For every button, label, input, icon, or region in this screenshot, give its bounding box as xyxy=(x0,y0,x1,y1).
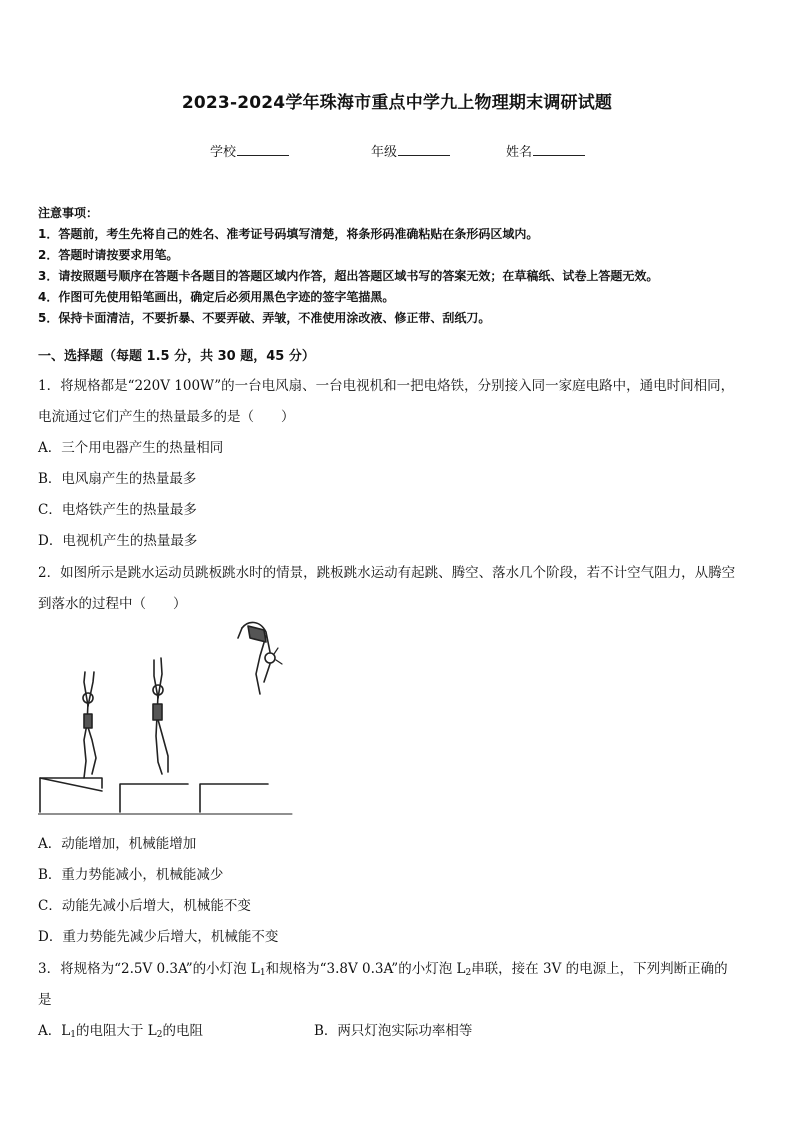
question-1-option-b: B．电风扇产生的热量最多 xyxy=(38,471,197,487)
student-info-fields xyxy=(0,141,794,161)
question-3-line-2: 是 xyxy=(38,992,52,1008)
section-heading: 一、选择题（每题 1.5 分，共 30 题，45 分） xyxy=(38,349,315,364)
notice-item: 2．答题时请按要求用笔。 xyxy=(38,248,179,262)
notice-item: 1．答题前，考生先将自己的姓名、准考证号码填写清楚，将条形码准确粘贴在条形码区域内。 xyxy=(38,227,539,241)
grade-label: 年级 xyxy=(371,145,398,160)
notice-item: 3．请按照题号顺序在答题卡各题目的答题区域内作答，超出答题区域书写的答案无效；在草稿纸、试卷上答题无效。 xyxy=(38,269,659,283)
q3-subscript: 1 xyxy=(259,968,266,978)
q3-text-part: 3．将规格为“2.5V 0.3A”的小灯泡 L xyxy=(38,961,260,977)
question-1-line-2: 电流通过它们产生的热量最多的是（ ） xyxy=(38,409,295,425)
grade-field xyxy=(371,141,450,160)
question-3-option-b: B．两只灯泡实际功率相等 xyxy=(314,1023,473,1039)
q3-subscript: 2 xyxy=(156,1030,163,1040)
name-field xyxy=(506,141,585,160)
school-blank xyxy=(237,143,289,156)
q3-subscript: 1 xyxy=(70,1030,76,1040)
name-blank xyxy=(533,143,585,156)
q3-text-part: 串联，接在 3V 的电源上，下列判断正确的 xyxy=(471,961,728,977)
notice-item: 5．保持卡面清洁，不要折暴、不要弄破、弄皱，不准使用涂改液、修正带、刮纸刀。 xyxy=(38,311,491,325)
notice-item: 4．作图可先使用铅笔画出，确定后必须用黑色字迹的签字笔描黑。 xyxy=(38,290,395,304)
question-1-option-c: C．电烙铁产生的热量最多 xyxy=(38,502,197,518)
exam-title: 2023-2024学年珠海市重点中学九上物理期末调研试题 xyxy=(181,93,613,113)
notice-block xyxy=(38,203,768,329)
q3-option-a-part: 的电阻大于 L xyxy=(75,1023,157,1039)
grade-blank xyxy=(398,143,450,156)
notice-heading: 注意事项： xyxy=(38,206,99,220)
question-2-option-b: B．重力势能减小，机械能减少 xyxy=(38,867,224,883)
question-3-option-a xyxy=(38,1019,203,1040)
question-2-option-c: C．动能先减小后增大，机械能不变 xyxy=(38,898,251,914)
q3-option-a-part: A．L xyxy=(38,1023,71,1039)
school-field xyxy=(210,141,289,160)
diving-figure-illustration xyxy=(38,616,294,822)
question-1-line-1: 1．将规格都是“220V 100W”的一台电风扇、一台电视机和一把电烙铁，分别接入同一家庭电路中，通电时间相同， xyxy=(38,378,735,394)
q3-text-part: 和规格为“3.8V 0.3A”的小灯泡 L xyxy=(265,961,466,977)
question-1-option-a: A．三个用电器产生的热量相同 xyxy=(38,440,224,456)
question-2-line-2: 到落水的过程中（ ） xyxy=(38,596,187,612)
question-2-option-a: A．动能增加，机械能增加 xyxy=(38,836,197,852)
q3-subscript: 2 xyxy=(465,968,472,978)
name-label: 姓名 xyxy=(506,145,533,160)
q3-option-a-part: 的电阻 xyxy=(162,1023,203,1039)
question-2-line-1: 2．如图所示是跳水运动员跳板跳水时的情景，跳板跳水运动有起跳、腾空、落水几个阶段，若不计空气阻力，从腾空 xyxy=(38,565,736,581)
question-3-line-1 xyxy=(38,957,728,978)
school-label: 学校 xyxy=(210,145,237,160)
question-2-option-d: D．重力势能先减少后增大，机械能不变 xyxy=(38,929,279,945)
question-1-option-d: D．电视机产生的热量最多 xyxy=(38,533,198,549)
